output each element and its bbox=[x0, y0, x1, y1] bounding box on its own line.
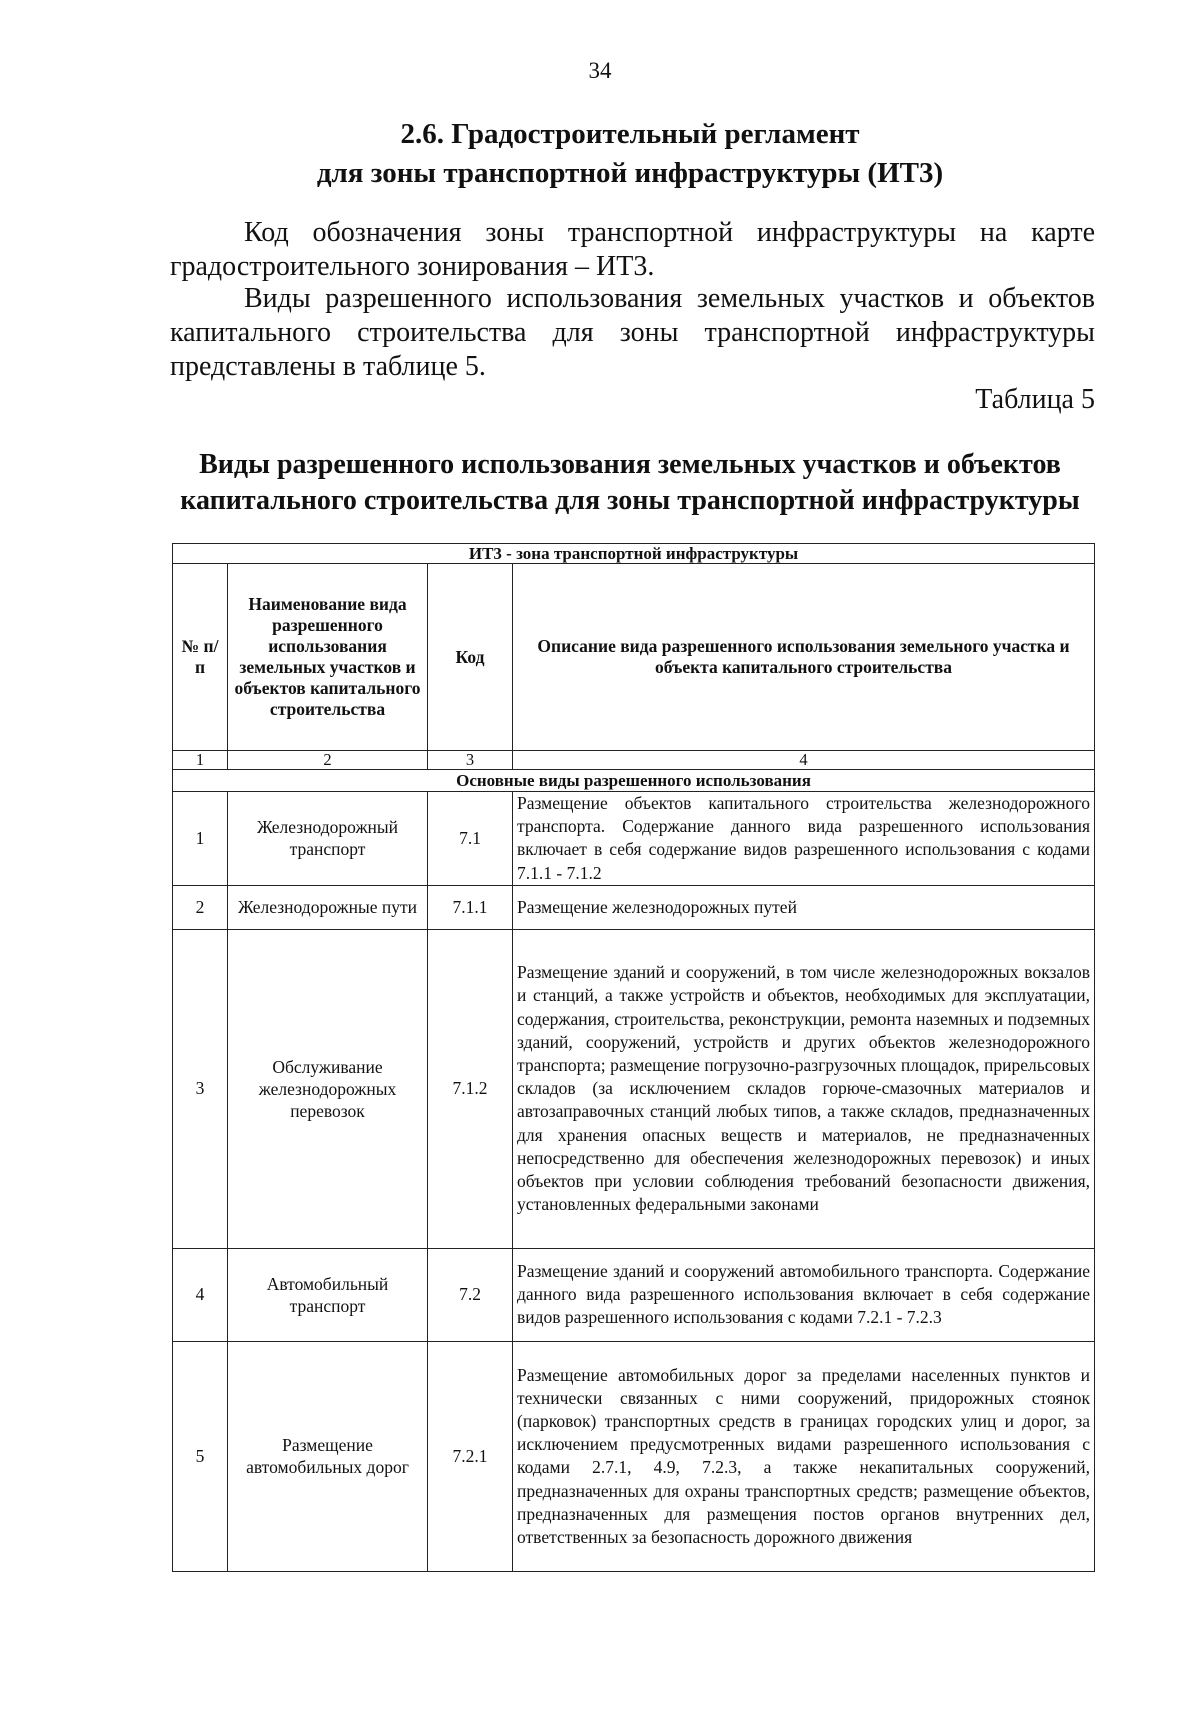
zone-header: ИТ3 - зона транспортной инфраструктуры bbox=[173, 544, 1095, 564]
column-number: 1 bbox=[173, 751, 228, 770]
paragraph-line: Виды разрешенного использования земельных участков и объектов bbox=[244, 283, 1095, 314]
row-number: 3 bbox=[173, 929, 228, 1248]
use-code: 7.1.2 bbox=[428, 929, 513, 1248]
table-row bbox=[173, 792, 1095, 886]
column-number-row bbox=[173, 751, 1095, 770]
row-number: 4 bbox=[173, 1248, 228, 1341]
page-number: 34 bbox=[588, 58, 612, 83]
use-code: 7.1 bbox=[428, 792, 513, 886]
header-description: Описание вида разрешенного использования земельного участка и объекта капитального строительства bbox=[513, 564, 1095, 751]
header-name: Наименование вида разрешенного использования земельных участков и объектов капитального строительства bbox=[228, 564, 428, 751]
group-header-row bbox=[173, 770, 1095, 792]
header-code: Код bbox=[428, 564, 513, 751]
table-label: Таблица 5 bbox=[975, 384, 1095, 415]
use-name: Автомобильный транспорт bbox=[228, 1248, 428, 1341]
use-name: Железнодорожный транспорт bbox=[228, 792, 428, 886]
use-description: Размещение зданий и сооружений, в том числе железнодорожных вокзалов и станций, а также устройств и объектов, необходимых для эксплуатации, содержания, строительства, реконструкции, ремонта наземных и подземных зданий, сооружений, устройств и других объектов железнодорожного транспорта; размещение погрузочно-разгрузочных площадок, прирельсовых складов (за исключением складов горюче-смазочных материалов и автозаправочных станций любых типов, а также складов, предназначенных для хранения опасных веществ и материалов, не предназначенных непосредственно для обеспечения железнодорожных перевозок) и иных объектов при условии соблюдения требований безопасности движения, установленных федеральными законами bbox=[513, 929, 1095, 1248]
zone-code-paragraph bbox=[170, 216, 1095, 284]
table-title-line-2: капитального строительства для зоны транспортной инфраструктуры bbox=[180, 485, 1080, 516]
row-number: 5 bbox=[173, 1341, 228, 1571]
use-code: 7.2 bbox=[428, 1248, 513, 1341]
use-code: 7.2.1 bbox=[428, 1341, 513, 1571]
section-title bbox=[170, 115, 1090, 193]
header-num: № п/п bbox=[173, 564, 228, 751]
use-description: Размещение автомобильных дорог за пределами населенных пунктов и технически связанных с ними сооружений, придорожных стоянок (парковок) транспортных средств в границах городских улиц и дорог, за исключением предусмотренных видами разрешенного использования с кодами 2.7.1, 4.9, 7.2.3, а также некапитальных сооружений, предназначенных для охраны транспортных средств; размещение объектов, предназначенных для размещения постов органов внутренних дел, ответственных за безопасность дорожного движения bbox=[513, 1341, 1095, 1571]
use-description: Размещение железнодорожных путей bbox=[513, 885, 1095, 929]
table-title bbox=[160, 447, 1100, 519]
use-name: Обслуживание железнодорожных перевозок bbox=[228, 929, 428, 1248]
paragraph-line: Код обозначения зоны транспортной инфраструктуры на карте bbox=[244, 217, 1095, 248]
row-number: 2 bbox=[173, 885, 228, 929]
row-number: 1 bbox=[173, 792, 228, 886]
table-title-line-1: Виды разрешенного использования земельных участков и объектов bbox=[199, 449, 1061, 480]
use-name: Размещение автомобильных дорог bbox=[228, 1341, 428, 1571]
use-description: Размещение зданий и сооружений автомобильного транспорта. Содержание данного вида разрешенного использования включает в себя содержание видов разрешенного использования с кодами 7.2.1 - 7.2.3 bbox=[513, 1248, 1095, 1341]
permitted-use-paragraph bbox=[170, 282, 1095, 384]
use-description: Размещение объектов капитального строительства железнодорожного транспорта. Содержание данного вида разрешенного использования включает в себя содержание видов разрешенного использования с кодами 7.1.1 - 7.1.2 bbox=[513, 792, 1095, 886]
section-title-line-2: для зоны транспортной инфраструктуры (ИТ3) bbox=[316, 157, 944, 189]
permitted-use-table bbox=[172, 543, 1095, 1572]
use-name: Железнодорожные пути bbox=[228, 885, 428, 929]
column-number: 2 bbox=[228, 751, 428, 770]
paragraph-line: капитального строительства для зоны транспортной инфраструктуры bbox=[170, 317, 1095, 348]
section-title-line-1: 2.6. Градостроительный регламент bbox=[400, 118, 860, 150]
zone-header-row bbox=[173, 544, 1095, 564]
table-row bbox=[173, 1341, 1095, 1571]
table-row bbox=[173, 1248, 1095, 1341]
table-row bbox=[173, 929, 1095, 1248]
column-header-row bbox=[173, 564, 1095, 751]
column-number: 3 bbox=[428, 751, 513, 770]
paragraph-line: градостроительного зонирования – ИТ3. bbox=[170, 251, 655, 282]
table-row bbox=[173, 885, 1095, 929]
column-number: 4 bbox=[513, 751, 1095, 770]
use-code: 7.1.1 bbox=[428, 885, 513, 929]
group-header: Основные виды разрешенного использования bbox=[173, 770, 1095, 792]
paragraph-line: представлены в таблице 5. bbox=[170, 351, 486, 382]
